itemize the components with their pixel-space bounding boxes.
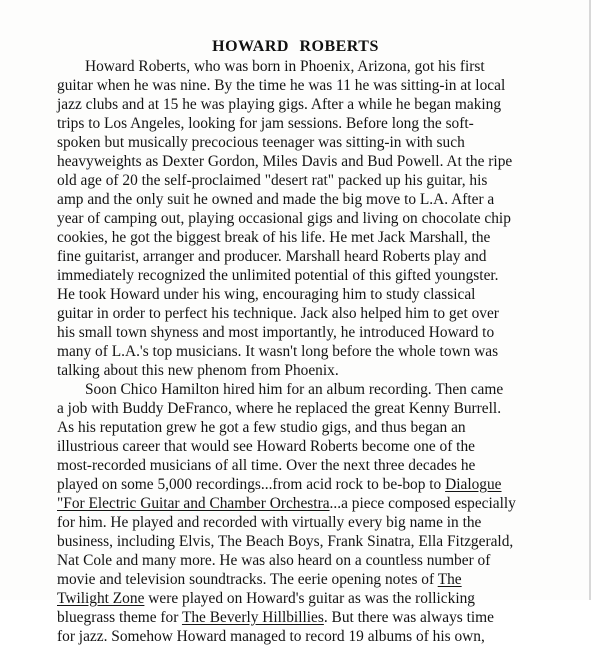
text-line [57, 608, 563, 627]
text-line [57, 475, 563, 494]
text-segment: . But there was always time [323, 609, 494, 626]
text-line: cookies, he got the biggest break of his life. He met Jack Marshall, the [57, 229, 491, 246]
text-segment: ...a piece composed especially [329, 495, 516, 512]
text-line: He took Howard under his wing, encouraging him to study classical [57, 286, 476, 303]
text-line: amp and the only suit he owned and made the big move to L.A. After a [57, 191, 495, 208]
text-line: many of L.A.'s top musicians. It wasn't long before the whole town was [57, 343, 499, 360]
text-line: his small town shyness and most importantly, he introduced Howard to [57, 324, 495, 341]
text-line: for jazz. Somehow Howard managed to record 19 albums of his own, [57, 628, 485, 645]
text-segment: played on some 5,000 recordings...from acid rock to be-bop to [57, 476, 446, 493]
text-line [57, 494, 563, 513]
text-line: spoken but musically precocious teenager was sitting-in with such [57, 134, 465, 151]
text-line: guitar in order to perfect his technique. Jack also helped him to get over [57, 305, 499, 322]
text-line: old age of 20 the self-proclaimed "desert rat" packed up his guitar, his [57, 172, 488, 189]
text-line: trips to Los Angeles, looking for jam sessions. Before long the soft- [57, 115, 474, 132]
page-title: HOWARD ROBERTS [212, 38, 379, 55]
twilight-zone-title-part-1: The [437, 571, 462, 588]
paragraph-1-first-line: Howard Roberts, who was born in Phoenix, Arizona, got his first [85, 58, 485, 75]
text-line: year of camping out, playing occasional gigs and living on chocolate chip [57, 210, 511, 227]
text-line [85, 57, 563, 76]
text-line [57, 570, 563, 589]
text-line: Nat Cole and many more. He was also heard on a countless number of [57, 552, 491, 569]
text-line [57, 589, 563, 608]
text-line: guitar when he was nine. By the time he was 11 he was sitting-in at local [57, 77, 506, 94]
text-line: jazz clubs and at 15 he was playing gigs. After a while he began making [57, 96, 502, 113]
twilight-zone-title-part-2: Twilight Zone [57, 590, 145, 607]
paragraph-2-first-line: Soon Chico Hamilton hired him for an album recording. Then came [85, 381, 504, 398]
text-line: illustrious career that would see Howard Roberts become one of the [57, 438, 475, 455]
text-segment: were played on Howard's guitar as was the rollicking [144, 590, 475, 607]
text-line: fine guitarist, arranger and producer. Marshall heard Roberts play and [57, 248, 487, 265]
text-line: heavyweights as Dexter Gordon, Miles Davis and Bud Powell. At the ripe [57, 153, 513, 170]
article-body [57, 57, 563, 646]
text-line: talking about this new phenom from Phoenix. [57, 362, 339, 379]
text-segment: movie and television soundtracks. The eerie opening notes of [57, 571, 438, 588]
text-line: a job with Buddy DeFranco, where he replaced the great Kenny Burrell. [57, 400, 502, 417]
text-line: most-recorded musicians of all time. Over the next three decades he [57, 457, 476, 474]
album-title-underlined: "For Electric Guitar and Chamber Orchestra [57, 495, 330, 512]
beverly-hillbillies-title: The Beverly Hillbillies [181, 609, 324, 626]
text-line: for him. He played and recorded with virtually every big name in the [57, 514, 482, 531]
text-line: business, including Elvis, The Beach Boys, Frank Sinatra, Ella Fitzgerald, [57, 533, 514, 550]
dialogue-title-underlined: Dialogue [445, 476, 502, 493]
text-line: As his reputation grew he got a few studio gigs, and thus began an [57, 419, 466, 436]
text-line: immediately recognized the unlimited potential of this gifted youngster. [57, 267, 499, 284]
text-segment: bluegrass theme for [57, 609, 182, 626]
